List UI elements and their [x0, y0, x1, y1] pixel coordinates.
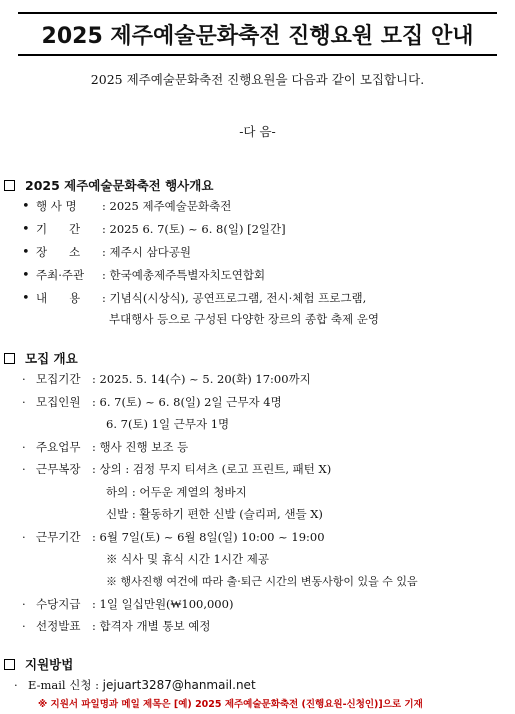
intro-text: 2025 제주예술문화축전 진행요원을 다음과 같이 모집합니다. — [90, 72, 425, 87]
list-item — [22, 596, 233, 612]
item-value: 상의 : 검정 무지 티셔츠 (로고 프린트, 패턴 X) — [99, 462, 332, 476]
separator: : — [92, 395, 100, 409]
list-item — [22, 461, 331, 477]
dagum-heading: -다 음- — [239, 124, 276, 139]
separator: : — [92, 462, 100, 476]
item-label: 근무기간 — [36, 530, 81, 544]
application-note: ※ 지원서 파일명과 메일 제목은 [예) 2025 제주예술문화축전 (진행요원-신청인)]으로 기재 — [38, 699, 423, 710]
item-label: 기 간 — [36, 222, 81, 236]
square-bullet-icon — [4, 353, 15, 364]
item-value-continued: ※ 행사진행 여건에 따라 출·퇴근 시간의 변동사항이 있을 수 있음 — [106, 575, 418, 588]
separator: : — [102, 268, 110, 282]
item-value: 6. 7(토) ~ 6. 8(일) 2일 근무자 4명 — [99, 395, 282, 409]
bullet-icon: • — [22, 245, 30, 260]
separator: : — [102, 291, 110, 305]
item-value-continued: 신발 : 활동하기 편한 신발 (슬리퍼, 샌들 X) — [106, 507, 323, 521]
separator: : — [102, 245, 110, 259]
item-value: 2025. 5. 14(수) ~ 5. 20(화) 17:00까지 — [99, 372, 311, 386]
bullet-icon: • — [22, 268, 30, 283]
section-title: 2025 제주예술문화축전 행사개요 — [25, 178, 214, 193]
item-value: 2025 제주예술문화축전 — [109, 199, 232, 213]
item-value: 1일 일십만원(₩100,000) — [99, 597, 234, 611]
bullet-icon: • — [22, 291, 30, 306]
bullet-icon: · — [22, 395, 26, 409]
section-heading-overview — [4, 176, 213, 194]
list-item — [22, 267, 265, 283]
list-item — [22, 371, 311, 387]
email-label: E-mail 신청 — [28, 678, 92, 692]
square-bullet-icon — [4, 659, 15, 670]
item-label: 주요업무 — [36, 440, 81, 454]
list-item — [22, 244, 191, 260]
section-title: 모집 개요 — [25, 351, 78, 366]
item-label: 주최·주관 — [36, 268, 85, 282]
item-value: 한국예총제주특별자치도연합회 — [109, 268, 266, 282]
item-value-continued: ※ 식사 및 휴식 시간 1시간 제공 — [106, 552, 269, 566]
separator: : — [92, 530, 100, 544]
item-label: 수당지급 — [36, 597, 81, 611]
bullet-icon: · — [22, 462, 26, 476]
bullet-icon: · — [22, 530, 26, 544]
list-item — [22, 529, 325, 545]
title-box — [18, 12, 497, 56]
item-label: 근무복장 — [36, 462, 81, 476]
item-value: 제주시 삼다공원 — [109, 245, 191, 259]
item-value: 기념식(시상식), 공연프로그램, 전시·체험 프로그램, — [109, 291, 367, 305]
separator: : — [92, 372, 100, 386]
item-value: 행사 진행 보조 등 — [99, 440, 189, 454]
list-item — [14, 677, 256, 693]
item-value: 2025 6. 7(토) ~ 6. 8(일) [2일간] — [109, 222, 286, 236]
item-label: 모집기간 — [36, 372, 81, 386]
item-value-continued: 부대행사 등으로 구성된 다양한 장르의 종합 축제 운영 — [109, 312, 379, 326]
separator: : — [91, 678, 103, 692]
bullet-icon: · — [22, 597, 26, 611]
square-bullet-icon — [4, 180, 15, 191]
item-label: 모집인원 — [36, 395, 81, 409]
item-label: 장 소 — [36, 245, 81, 259]
separator: : — [92, 597, 100, 611]
page-title: 2025 제주예술문화축전 진행요원 모집 안내 — [41, 23, 474, 49]
bullet-icon: · — [14, 678, 18, 692]
bullet-icon: · — [22, 440, 26, 454]
list-item — [22, 221, 286, 237]
bullet-icon: · — [22, 372, 26, 386]
section-title: 지원방법 — [25, 657, 74, 672]
list-item — [22, 290, 366, 306]
item-label: 내 용 — [36, 291, 81, 305]
item-value-continued: 하의 : 어두운 계열의 청바지 — [106, 485, 247, 499]
separator: : — [92, 440, 100, 454]
bullet-icon: • — [22, 222, 30, 237]
section-heading-recruitment — [4, 349, 78, 367]
bullet-icon: · — [22, 619, 26, 633]
list-item — [22, 394, 282, 410]
item-value: 합격자 개별 통보 예정 — [99, 619, 211, 633]
bullet-icon: • — [22, 199, 30, 214]
separator: : — [102, 222, 110, 236]
separator: : — [92, 619, 100, 633]
section-heading-apply — [4, 655, 73, 673]
item-label: 행 사 명 — [36, 199, 77, 213]
list-item — [22, 439, 188, 455]
item-value: 6월 7일(토) ~ 6월 8일(일) 10:00 ~ 19:00 — [99, 530, 325, 544]
list-item — [22, 198, 231, 214]
item-value-continued: 6. 7(토) 1일 근무자 1명 — [106, 417, 230, 431]
separator: : — [102, 199, 110, 213]
item-label: 선정발표 — [36, 619, 81, 633]
list-item — [22, 618, 210, 634]
email-link[interactable]: jejuart3287@hanmail.net — [102, 678, 256, 692]
